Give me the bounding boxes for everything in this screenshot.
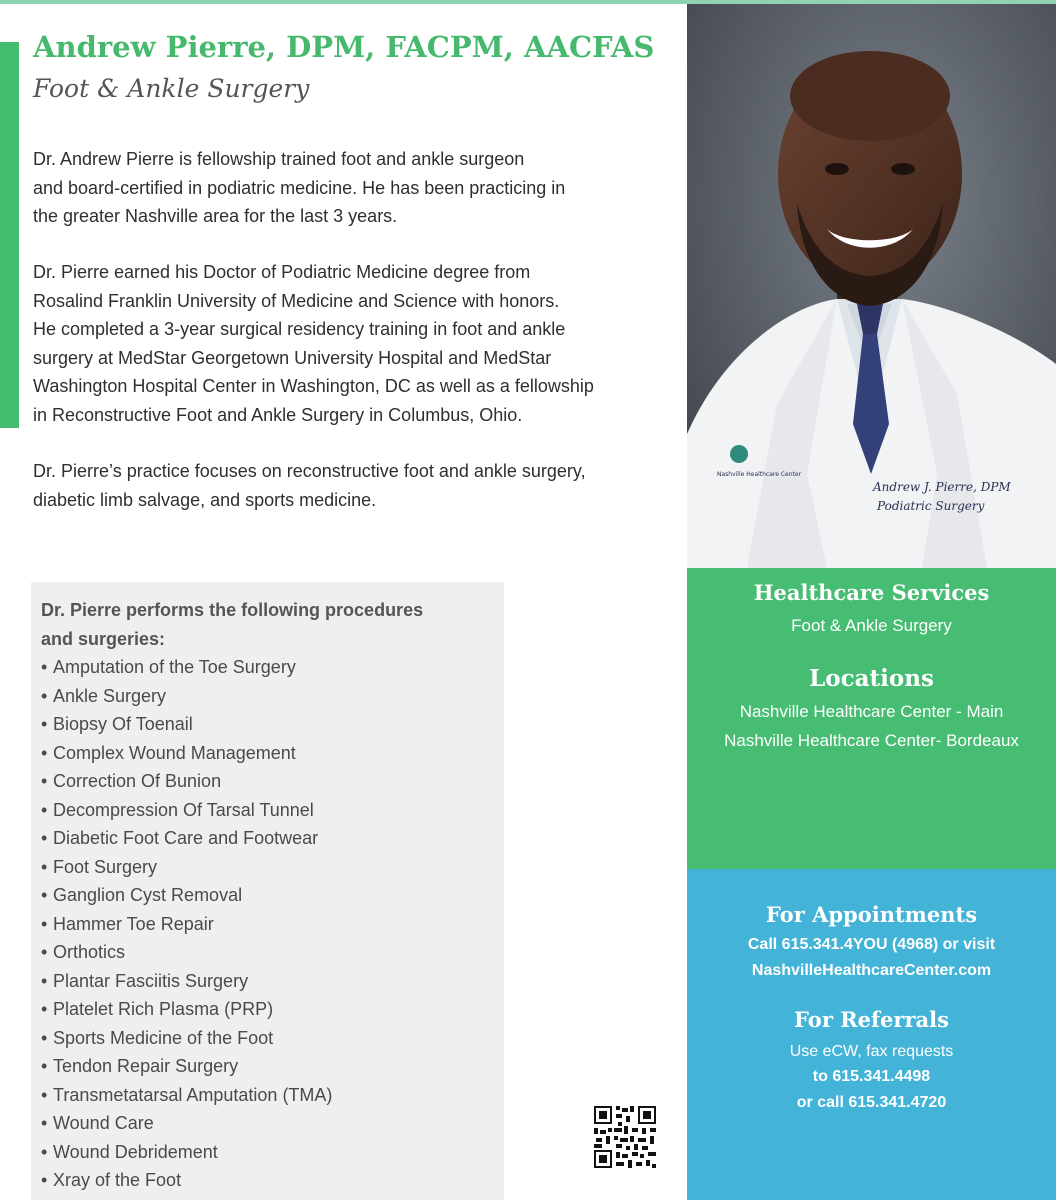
- contact-panel: [687, 869, 1056, 1200]
- procedure-item: [41, 682, 504, 711]
- procedure-item: [41, 938, 504, 967]
- procedure-label: Complex Wound Management: [53, 742, 296, 763]
- procedure-label: Biopsy Of Toenail: [53, 714, 193, 734]
- left-accent-bar: [0, 42, 19, 428]
- procedure-item: [41, 1081, 504, 1110]
- procedure-label: Tendon Repair Surgery: [53, 1056, 239, 1076]
- location-item: Nashville Healthcare Center - Main: [739, 702, 1004, 721]
- procedure-item: [41, 1109, 504, 1138]
- bio-line: diabetic limb salvage, and sports medicine.: [33, 489, 377, 510]
- procedure-label: Transmetatarsal Amputation (TMA): [53, 1084, 333, 1105]
- bio-paragraph-3: [33, 457, 648, 514]
- procedure-label: Ganglion Cyst Removal: [53, 885, 243, 905]
- procedures-heading-line: Dr. Pierre performs the following procedures: [41, 600, 424, 620]
- procedures-panel: [31, 582, 504, 1200]
- procedure-item: [41, 1052, 504, 1081]
- procedure-label: Xray of the Foot: [53, 1170, 182, 1190]
- procedure-label: Diabetic Foot Care and Footwear: [53, 828, 319, 848]
- bio-line: Rosalind Franklin University of Medicine and Science with honors.: [33, 290, 560, 311]
- procedure-item: [41, 910, 504, 939]
- procedure-item: [41, 767, 504, 796]
- procedure-label: Hammer Toe Repair: [53, 913, 214, 934]
- bullet-icon: •: [41, 885, 48, 905]
- procedure-label: Wound Care: [53, 1113, 154, 1133]
- bullet-icon: •: [41, 1056, 48, 1076]
- bio-line: Dr. Pierre’s practice focuses on reconstructive foot and ankle surgery,: [33, 461, 586, 481]
- bullet-icon: •: [41, 1084, 48, 1105]
- procedure-label: Decompression Of Tarsal Tunnel: [53, 799, 314, 820]
- bullet-icon: •: [41, 742, 48, 763]
- bio-line: He completed a 3-year surgical residency training in foot and ankle: [33, 319, 566, 339]
- coat-logo-text: Nashville Healthcare Center: [717, 471, 802, 478]
- procedure-item: [41, 796, 504, 825]
- bullet-icon: •: [41, 942, 48, 962]
- procedure-label: Platelet Rich Plasma (PRP): [53, 999, 274, 1019]
- bullet-icon: •: [41, 771, 48, 791]
- procedure-item: [41, 967, 504, 996]
- bio-line: the greater Nashville area for the last 3 years.: [33, 206, 398, 226]
- procedure-label: Sports Medicine of the Foot: [53, 1027, 274, 1048]
- referrals-phone[interactable]: or call 615.341.4720: [796, 1094, 947, 1111]
- bio-paragraph-1: [33, 145, 648, 231]
- bullet-icon: •: [41, 856, 48, 877]
- bullet-icon: •: [41, 1141, 48, 1162]
- procedure-item: [41, 653, 504, 682]
- referrals-method: Use eCW, fax requests: [789, 1043, 954, 1060]
- procedures-heading-line: and surgeries:: [41, 628, 166, 649]
- location-item: Nashville Healthcare Center- Bordeaux: [724, 731, 1019, 750]
- procedure-item: [41, 739, 504, 768]
- procedure-item: [41, 881, 504, 910]
- bio-line: in Reconstructive Foot and Ankle Surgery in Columbus, Ohio.: [33, 404, 523, 425]
- bullet-icon: •: [41, 970, 48, 991]
- coat-embroidery-dept: Podiatric Surgery: [877, 499, 985, 513]
- procedure-label: Amputation of the Toe Surgery: [53, 657, 296, 677]
- services-locations-panel: [687, 568, 1056, 869]
- bio-line: and board-certified in podiatric medicine. He has been practicing in: [33, 177, 566, 198]
- bullet-icon: •: [41, 1170, 48, 1190]
- bio-line: Washington Hospital Center in Washington, DC as well as a fellowship: [33, 376, 594, 396]
- appointments-phone[interactable]: Call 615.341.4YOU (4968) or visit: [747, 936, 996, 953]
- procedure-label: Correction Of Bunion: [53, 771, 222, 791]
- procedure-item: [41, 1138, 504, 1167]
- locations-title: Locations: [809, 665, 934, 692]
- procedure-label: Foot Surgery: [53, 856, 158, 877]
- services-value: Foot & Ankle Surgery: [791, 616, 952, 635]
- appointments-website-link[interactable]: NashvilleHealthcareCenter.com: [751, 962, 992, 979]
- procedure-item: [41, 995, 504, 1024]
- bullet-icon: •: [41, 1113, 48, 1133]
- bullet-icon: •: [41, 999, 48, 1019]
- procedures-heading: [41, 596, 504, 653]
- doctor-name: Andrew Pierre, DPM, FACPM, AACFAS: [33, 30, 655, 64]
- coat-embroidery-name: Andrew J. Pierre, DPM: [873, 480, 1011, 494]
- services-title: Healthcare Services: [753, 580, 990, 605]
- appointments-title: For Appointments: [765, 902, 978, 927]
- doctor-portrait: [687, 4, 1056, 568]
- referrals-title: For Referrals: [794, 1007, 949, 1032]
- referrals-fax[interactable]: to 615.341.4498: [812, 1068, 931, 1085]
- procedure-item: [41, 824, 504, 853]
- procedures-list: [41, 653, 504, 1195]
- bullet-icon: •: [41, 828, 48, 848]
- doctor-specialty: Foot & Ankle Surgery: [33, 74, 310, 103]
- bio-line: Dr. Pierre earned his Doctor of Podiatric Medicine degree from: [33, 262, 531, 282]
- procedure-item: [41, 1166, 504, 1195]
- bullet-icon: •: [41, 714, 48, 734]
- qr-code-icon[interactable]: [592, 1104, 658, 1170]
- procedure-item: [41, 853, 504, 882]
- procedure-label: Orthotics: [53, 942, 126, 962]
- bullet-icon: •: [41, 685, 48, 706]
- bullet-icon: •: [41, 1027, 48, 1048]
- bullet-icon: •: [41, 657, 48, 677]
- procedure-item: [41, 710, 504, 739]
- procedure-label: Ankle Surgery: [53, 685, 167, 706]
- procedure-label: Plantar Fasciitis Surgery: [53, 970, 249, 991]
- procedure-label: Wound Debridement: [53, 1141, 218, 1162]
- procedure-item: [41, 1024, 504, 1053]
- bullet-icon: •: [41, 913, 48, 934]
- bio-line: Dr. Andrew Pierre is fellowship trained foot and ankle surgeon: [33, 149, 525, 169]
- bio-line: surgery at MedStar Georgetown University Hospital and MedStar: [33, 347, 552, 368]
- bullet-icon: •: [41, 799, 48, 820]
- bio-paragraph-2: [33, 258, 648, 429]
